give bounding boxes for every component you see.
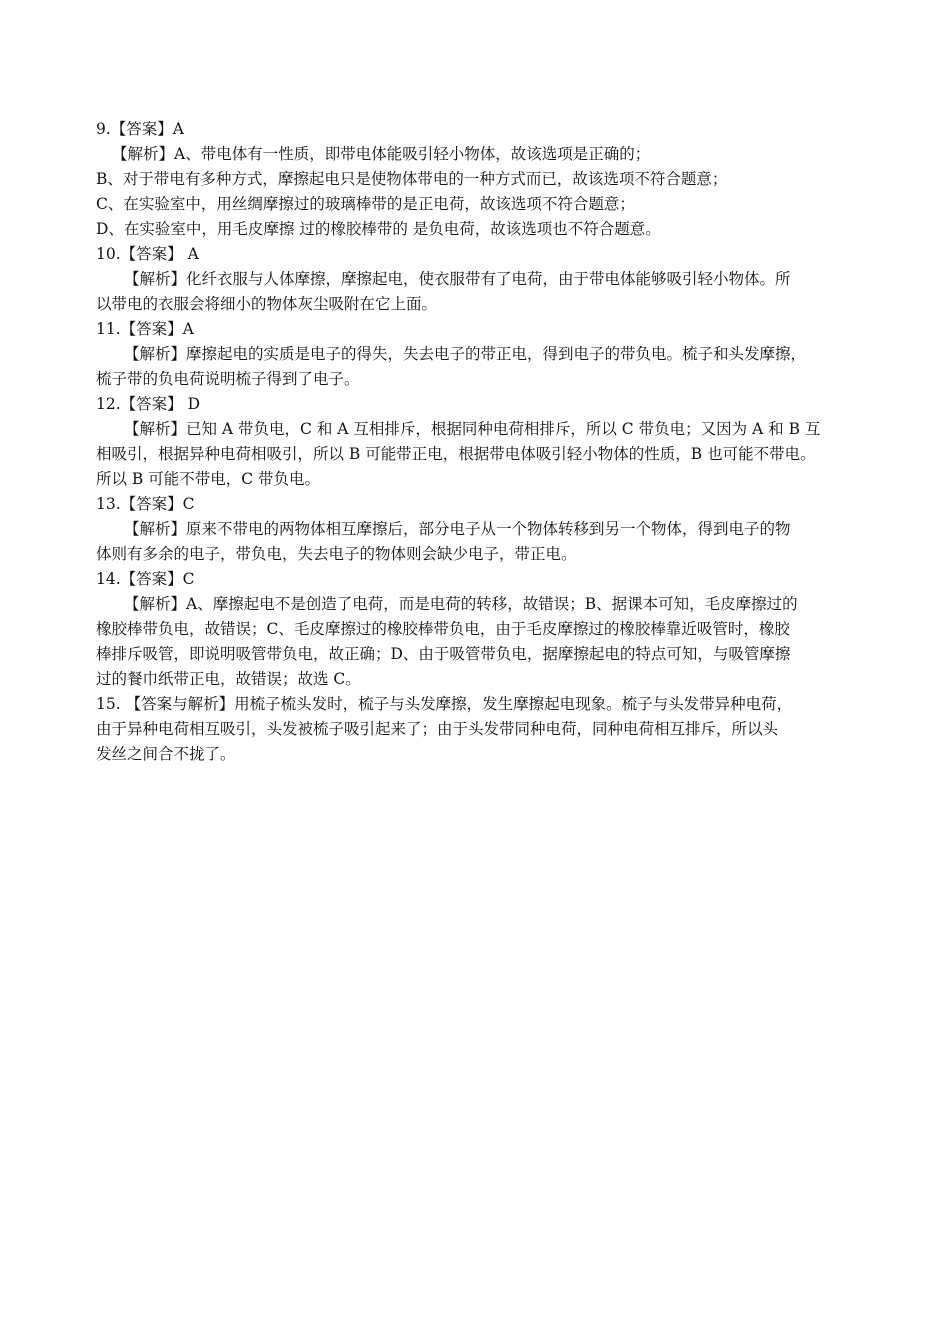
answer-12-explanation: 【解析】已知 A 带负电，C 和 A 互相排斥，根据同种电荷相排斥，所以 C 带负电；又因为 A 和 B 互: [124, 420, 821, 438]
answer-9-option-b: B、对于带电有多种方式，摩擦起电只是使物体带电的一种方式而已，故该选项不符合题意；: [96, 170, 728, 188]
answer-explanations: [96, 117, 868, 767]
answer-14-explanation-cont2: 棒排斥吸管，即说明吸管带负电，故正确；D、由于吸管带负电，据摩擦起电的特点可知，与吸管摩擦: [96, 645, 791, 663]
answer-15-explanation: 15. 【答案与解析】用梳子梳头发时，梳子与头发摩擦，发生摩擦起电现象。梳子与头发带异种电荷，: [96, 695, 793, 713]
answer-9-heading: 9.【答案】A: [96, 120, 184, 138]
answer-13-explanation-cont: 体则有多余的电子，带负电，失去电子的物体则会缺少电子，带正电。: [96, 545, 577, 563]
answer-14-heading: 14.【答案】C: [96, 570, 195, 588]
answer-15-explanation-end: 发丝之间合不拢了。: [96, 745, 236, 763]
answer-12-explanation-end: 所以 B 可能不带电，C 带负电。: [96, 470, 321, 488]
answer-13-heading: 13.【答案】C: [96, 495, 195, 513]
answer-10-explanation-cont: 以带电的衣服会将细小的物体灰尘吸附在它上面。: [96, 295, 438, 313]
answer-12-heading: 12.【答案】 D: [96, 395, 201, 413]
answer-11-explanation-cont: 梳子带的负电荷说明梳子得到了电子。: [96, 370, 360, 388]
answer-10-explanation: 【解析】化纤衣服与人体摩擦，摩擦起电，使衣服带有了电荷，由于带电体能够吸引轻小物体。所: [124, 270, 791, 288]
answer-9-option-d: D、在实验室中，用毛皮摩擦 过的橡胶棒带的 是负电荷，故该选项也不符合题意。: [96, 220, 661, 238]
answer-9-option-c: C、在实验室中，用丝绸摩擦过的玻璃棒带的是正电荷，故该选项不符合题意；: [96, 195, 635, 213]
answer-14-explanation-end: 过的餐巾纸带正电，故错误；故选 C。: [96, 670, 361, 688]
answer-11-heading: 11.【答案】A: [96, 320, 194, 338]
answer-11-explanation: 【解析】摩擦起电的实质是电子的得失，失去电子的带正电，得到电子的带负电。梳子和头发摩擦，: [124, 345, 807, 363]
answer-14-explanation-cont: 橡胶棒带负电，故错误；C、毛皮摩擦过的橡胶棒带负电，由于毛皮摩擦过的橡胶棒靠近吸管时，橡胶: [96, 620, 790, 638]
answer-9-explanation: 【解析】A、带电体有一性质，即带电体能吸引轻小物体，故该选项是正确的；: [112, 145, 651, 163]
answer-12-explanation-cont: 相吸引，根据异种电荷相吸引，所以 B 可能带正电，根据带电体吸引轻小物体的性质，B 也可能不带电。: [96, 445, 816, 463]
answer-15-explanation-cont: 由于异种电荷相互吸引，头发被梳子吸引起来了；由于头发带同种电荷，同种电荷相互排斥，所以头: [96, 720, 779, 738]
answer-10-heading: 10.【答案】 A: [96, 245, 199, 263]
answer-13-explanation: 【解析】原来不带电的两物体相互摩擦后，部分电子从一个物体转移到另一个物体，得到电子的物: [124, 520, 791, 538]
answer-14-explanation: 【解析】A、摩擦起电不是创造了电荷，而是电荷的转移，故错误；B、据课本可知，毛皮摩擦过的: [124, 595, 798, 613]
